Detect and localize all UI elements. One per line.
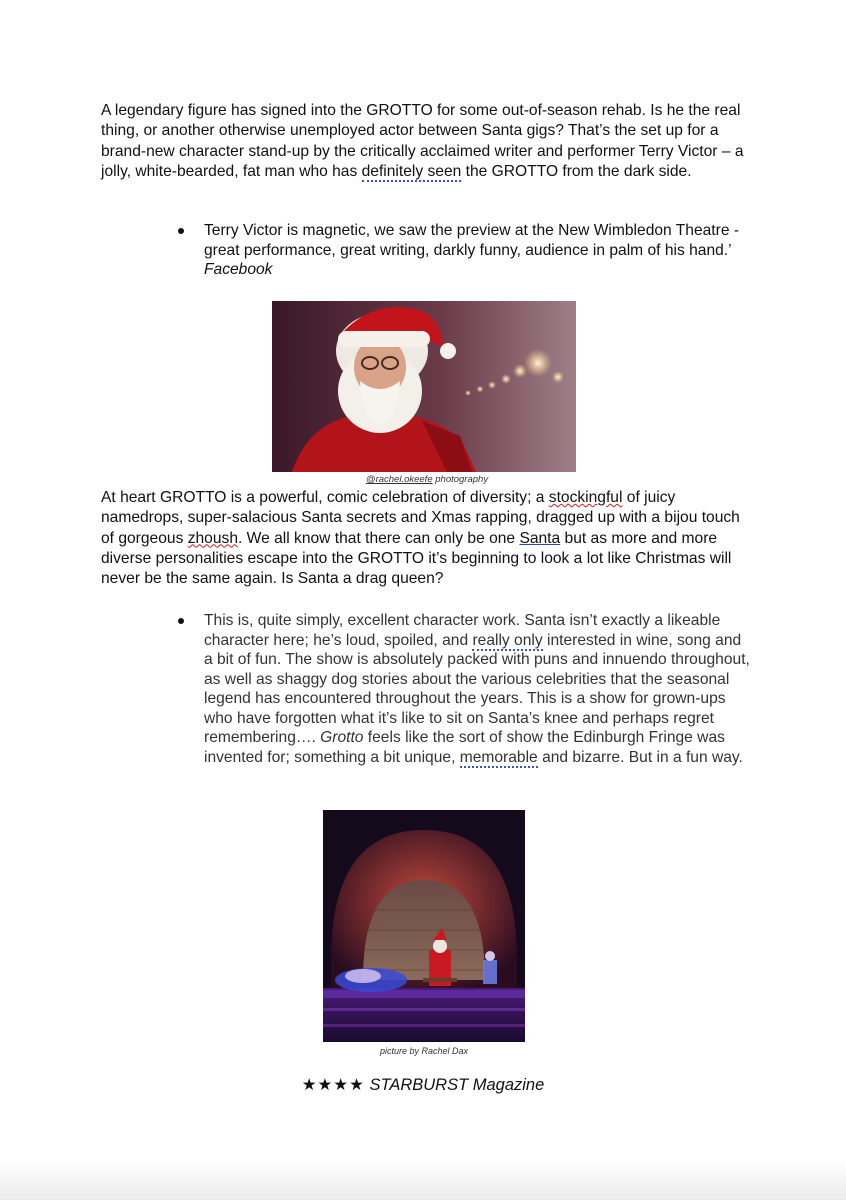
- spelling-flagged-word: stockingful: [548, 489, 623, 506]
- quote-body: Terry Victor is magnetic, we saw the preview at the New Wimbledon Theatre - great performance, great writing, darkly funny, audience in palm of his hand.’: [204, 222, 740, 259]
- stage-photo-caption: picture by Rachel Dax: [379, 1046, 469, 1056]
- grammar-flagged-phrase: really only: [472, 631, 543, 649]
- grammar-flagged-word: memorable: [459, 748, 538, 766]
- caption-rest: photography: [432, 474, 489, 485]
- publication-name: STARBURST Magazine: [369, 1076, 545, 1094]
- intro-paragraph: [101, 101, 751, 182]
- star-rating: [200, 1075, 646, 1095]
- rating-stars: ★★★★: [301, 1075, 365, 1094]
- grammar-flagged-phrase: definitely seen: [361, 162, 462, 180]
- quote-text: [204, 221, 753, 280]
- photographer-handle: @rachel.okeefe: [365, 474, 433, 485]
- quote-text: [204, 611, 753, 767]
- body-paragraph: [101, 488, 751, 589]
- intro-text-2: the GROTTO from the dark side.: [461, 162, 692, 180]
- page-bottom-shade: [0, 1160, 846, 1200]
- bullet-dot: [178, 618, 184, 624]
- spelling-flagged-word: zhoush: [187, 529, 238, 547]
- santa-photo: [272, 301, 576, 472]
- quote-source: Facebook: [204, 261, 273, 278]
- body-text-1: At heart GROTTO is a powerful, comic celebration of diversity; a: [101, 489, 549, 506]
- show-title: Grotto: [320, 729, 364, 746]
- review-text-4: and bizarre. But in a fun way.: [537, 748, 743, 766]
- body-text-2: of juicy namedrops, super-salacious Santa secrets and Xmas rapping, dragged up with a bijou touch of gorgeous: [101, 489, 740, 547]
- grammar-flagged-word: Santa: [519, 529, 561, 547]
- review-text-2: interested in wine, song and a bit of fun. The show is absolutely packed with puns and innuendo throughout, as well as shaggy dog stories about the various celebrities that the seasonal legend has encountered throughout the years. This is a show for grown-ups who have forgotten what it’s like to sit on Santa’s knee and perhaps regret remembering….: [204, 631, 750, 746]
- intro-text-1: A legendary figure has signed into the GROTTO for some out-of-season rehab. Is he the real thing, or another otherwise unemployed actor between Santa gigs? That’s the set up for a brand-new character stand-up by the critically acclaimed writer and performer Terry Victor – a jolly, white-bearded, fat man who has: [101, 102, 744, 180]
- quote-bullet-review: [178, 611, 753, 767]
- stage-photo: [323, 810, 525, 1042]
- bullet-dot: [178, 228, 184, 234]
- body-text-3: . We all know that there can only be one: [238, 529, 520, 547]
- quote-bullet-facebook: [178, 221, 753, 280]
- review-text-3: feels like the sort of show the Edinburgh Fringe was invented for; something a bit unique,: [204, 729, 725, 766]
- santa-photo-caption: [342, 474, 512, 485]
- review-text-1: This is, quite simply, excellent character work. Santa isn’t exactly a likeable character here; he’s loud, spoiled, and: [204, 612, 721, 649]
- body-text-4: but as more and more diverse personalities escape into the GROTTO it’s beginning to look a lot like Christmas will never be the same again. Is Santa a drag queen?: [101, 529, 732, 588]
